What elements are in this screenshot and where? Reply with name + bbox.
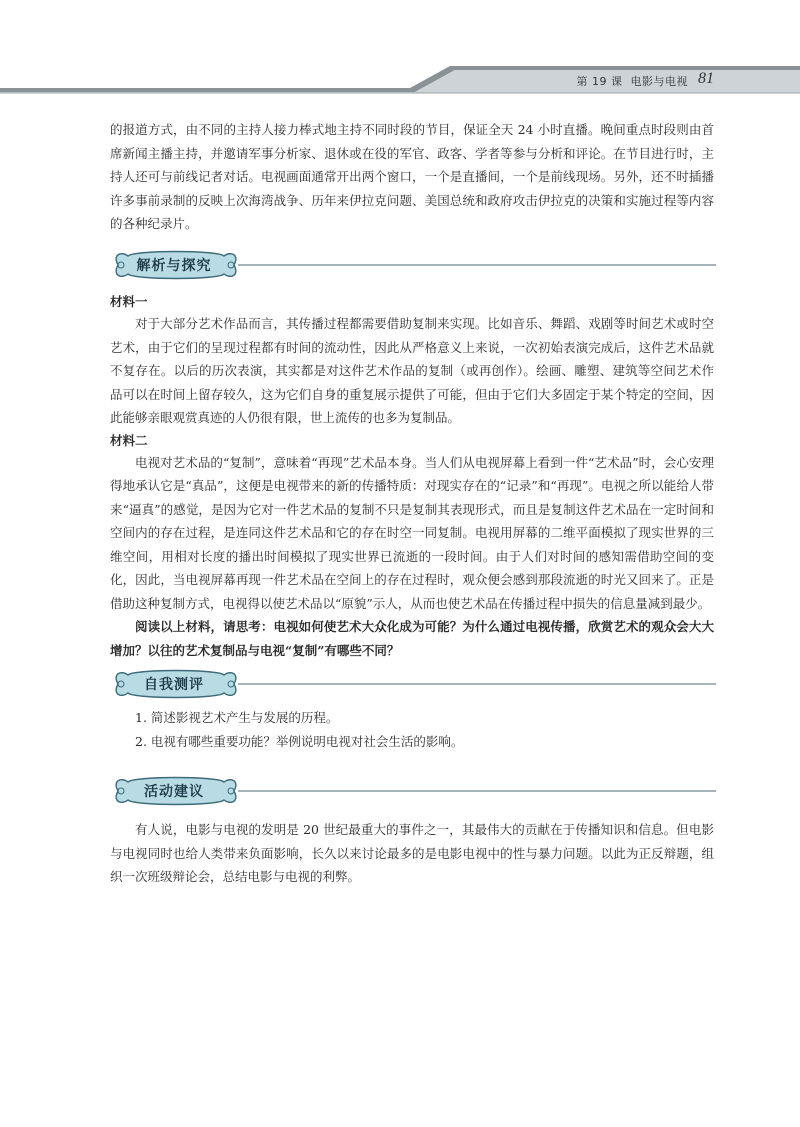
- list-item: 1. 简述影视艺术产生与发展的历程。: [135, 710, 339, 725]
- self-test-list: [135, 706, 715, 754]
- banner-title: 解析与探究: [136, 258, 212, 274]
- analysis-question: 阅读以上材料，请思考：电视如何使艺术大众化成为可能？为什么通过电视传播，欣赏艺术的观众会大大增加？以往的艺术复制品与电视“复制”有哪些不同？: [110, 619, 714, 658]
- intro-block: [110, 118, 714, 236]
- lesson-title: 电影与电视: [630, 75, 688, 88]
- material-one-label: 材料一: [110, 294, 148, 309]
- activity-block: [110, 818, 714, 889]
- banner-title: 自我测评: [144, 677, 204, 693]
- list-item: 2. 电视有哪些重要功能？举例说明电视对社会生活的影响。: [135, 734, 464, 749]
- section-banner-self-test: [108, 667, 716, 701]
- material-two-label: 材料二: [110, 432, 148, 448]
- banner-title: 活动建议: [144, 784, 204, 800]
- section-banner-activity: [108, 774, 716, 808]
- header-decoration: [0, 0, 800, 110]
- intro-paragraph: 的报道方式，由不同的主持人接力棒式地主持不同时段的节目，保证全天 24 小时直播。晚间重点时段则由首席新闻主播主持，并邀请军事分析家、退休或在役的军官、政客、学者等参与分析和评论。在节目进行时，主持人还可与前线记者对话。电视画面通常开出两个窗口，一个是直播间，一个是前线现场。另外，还不时插播许多事前录制的反映上次海湾战争、历年来伊拉克问题、美国总统和政府攻击伊拉克的决策和实施过程等内容的各种纪录片。: [110, 122, 714, 231]
- running-head: [577, 73, 689, 89]
- section-banner-analysis: [108, 248, 716, 282]
- lesson-number: 第 19 课: [576, 75, 623, 88]
- header-band: [0, 0, 800, 110]
- activity-text: 有人说，电影与电视的发明是 20 世纪最重大的事件之一，其最伟大的贡献在于传播知识和信息。但电影与电视同时也给人类带来负面影响，长久以来讨论最多的是电影电视中的性与暴力问题。以此为正反辩题，组织一次班级辩论会，总结电影与电视的利弊。: [110, 822, 714, 884]
- material-two-text: 电视对艺术品的“复制”，意味着“再现”艺术品本身。当人们从电视屏幕上看到一件“艺术品”时，会心安理得地承认它是“真品”，这便是电视带来的新的传播特质：对现实存在的“记录”和“再现”。电视之所以能给人带来“逼真”的感觉，是因为它对一件艺术品的复制不只是复制其表现形式，而且是复制这件艺术品在一定时间和空间内的存在过程，是连同这件艺术品和它的存在时空一同复制。电视用屏幕的二维平面模拟了现实世界的三维空间，用相对长度的播出时间模拟了现实世界已流逝的一段时间。由于人们对时间的感知需借助空间的变化，因此，当电视屏幕再现一件艺术品在空间上的存在过程时，观众便会感到那段流逝的时光又回来了。正是借助这种复制方式，电视得以使艺术品以“原貌”示人，从而也使艺术品在传播过程中损失的信息量减到最少。: [110, 454, 714, 611]
- material-one-text: 对于大部分艺术作品而言，其传播过程都需要借助复制来实现。比如音乐、舞蹈、戏剧等时间艺术或时空艺术，由于它们的呈现过程都有时间的流动性，因此从严格意义上来说，一次初始表演完成后，这件艺术品就不复存在。以后的历次表演，其实都是对这件艺术作品的复制（或再创作）。绘画、雕塑、建筑等空间艺术作品可以在时间上留存较久，这为它们自身的重复展示提供了可能，但由于它们大多固定于某个特定的空间，因此能够亲眼观赏真迹的人仍很有限，世上流传的也多为复制品。: [110, 316, 714, 425]
- page-number: 81: [698, 70, 714, 87]
- analysis-block: [110, 291, 714, 662]
